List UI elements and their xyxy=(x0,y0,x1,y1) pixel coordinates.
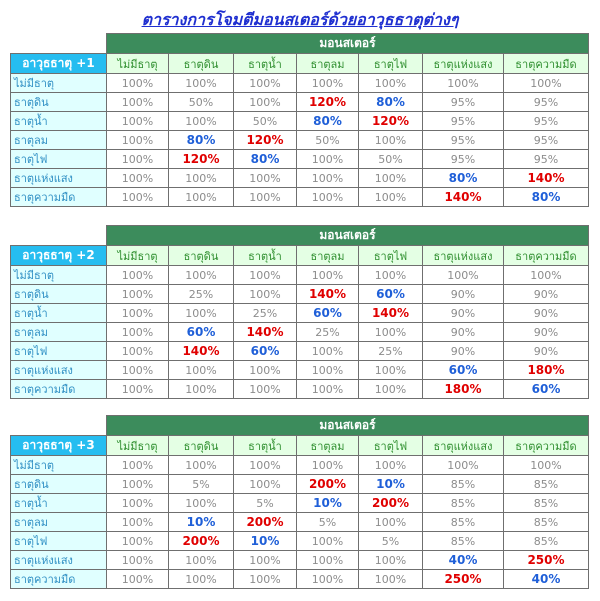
damage-cell: 100% xyxy=(297,361,359,380)
row-label: ธาตุความมืด xyxy=(11,570,107,589)
damage-cell: 100% xyxy=(169,570,234,589)
damage-cell: 100% xyxy=(423,266,504,285)
damage-cell: 100% xyxy=(107,74,169,93)
damage-cell: 100% xyxy=(359,169,423,188)
damage-cell: 10% xyxy=(359,475,423,494)
damage-cell: 100% xyxy=(169,494,234,513)
damage-cell: 90% xyxy=(423,323,504,342)
damage-cell: 100% xyxy=(297,456,359,475)
damage-cell: 100% xyxy=(107,551,169,570)
damage-cell: 100% xyxy=(107,169,169,188)
column-header: ธาตุแห่งแสง xyxy=(423,436,504,456)
column-header: ธาตุแห่งแสง xyxy=(423,54,504,74)
row-label: ธาตุความมืด xyxy=(11,380,107,399)
weapon-level-header: อาวุธธาตุ +3 xyxy=(11,436,107,456)
monster-header: มอนสเตอร์ xyxy=(107,34,589,54)
row-label: ธาตุแห่งแสง xyxy=(11,551,107,570)
damage-cell: 100% xyxy=(107,323,169,342)
table-row xyxy=(11,475,589,494)
damage-cell: 100% xyxy=(297,150,359,169)
damage-cell: 100% xyxy=(359,513,423,532)
damage-cell: 100% xyxy=(297,380,359,399)
row-label: ธาตุลม xyxy=(11,131,107,150)
damage-cell: 95% xyxy=(504,131,589,150)
header-row-monster xyxy=(11,416,589,436)
table-row xyxy=(11,532,589,551)
damage-cell: 120% xyxy=(169,150,234,169)
damage-cell: 100% xyxy=(359,74,423,93)
page-title: ตารางการโจมตีมอนสเตอร์ด้วยอาวุธธาตุต่างๆ xyxy=(141,10,459,29)
damage-cell: 100% xyxy=(234,456,297,475)
damage-cell: 200% xyxy=(359,494,423,513)
damage-cell: 200% xyxy=(297,475,359,494)
header-row-elements xyxy=(11,246,589,266)
table-row xyxy=(11,513,589,532)
row-label: ธาตุความมืด xyxy=(11,188,107,207)
damage-cell: 95% xyxy=(504,93,589,112)
damage-cell: 180% xyxy=(504,361,589,380)
row-label: ธาตุแห่งแสง xyxy=(11,169,107,188)
row-label: ธาตุดิน xyxy=(11,93,107,112)
damage-cell: 80% xyxy=(359,93,423,112)
damage-cell: 100% xyxy=(107,475,169,494)
table-row xyxy=(11,456,589,475)
monster-header: มอนสเตอร์ xyxy=(107,416,589,436)
column-header: ธาตุดิน xyxy=(169,436,234,456)
damage-cell: 100% xyxy=(359,570,423,589)
damage-cell: 80% xyxy=(297,112,359,131)
damage-cell: 85% xyxy=(423,532,504,551)
column-header: ธาตุน้ำ xyxy=(234,54,297,74)
column-header: ธาตุลม xyxy=(297,246,359,266)
damage-cell: 80% xyxy=(234,150,297,169)
damage-cell: 5% xyxy=(169,475,234,494)
column-header: ธาตุไฟ xyxy=(359,246,423,266)
damage-cell: 100% xyxy=(234,188,297,207)
damage-cell: 100% xyxy=(234,551,297,570)
damage-cell: 100% xyxy=(234,74,297,93)
damage-cell: 100% xyxy=(107,188,169,207)
damage-cell: 100% xyxy=(234,475,297,494)
damage-cell: 100% xyxy=(297,551,359,570)
damage-cell: 120% xyxy=(297,93,359,112)
damage-cell: 100% xyxy=(107,513,169,532)
damage-cell: 100% xyxy=(107,304,169,323)
damage-cell: 100% xyxy=(234,361,297,380)
damage-cell: 85% xyxy=(423,475,504,494)
damage-cell: 80% xyxy=(169,131,234,150)
damage-cell: 85% xyxy=(504,532,589,551)
damage-cell: 100% xyxy=(234,169,297,188)
damage-cell: 80% xyxy=(504,188,589,207)
damage-cell: 80% xyxy=(423,169,504,188)
damage-cell: 100% xyxy=(169,188,234,207)
damage-cell: 60% xyxy=(234,342,297,361)
damage-cell: 50% xyxy=(169,93,234,112)
damage-cell: 180% xyxy=(423,380,504,399)
table-row xyxy=(11,150,589,169)
damage-cell: 85% xyxy=(504,494,589,513)
damage-cell: 25% xyxy=(169,285,234,304)
damage-cell: 100% xyxy=(169,380,234,399)
blank-cell xyxy=(11,416,107,436)
damage-cell: 100% xyxy=(169,551,234,570)
damage-cell: 5% xyxy=(234,494,297,513)
damage-cell: 25% xyxy=(359,342,423,361)
damage-cell: 100% xyxy=(169,361,234,380)
header-row-monster xyxy=(11,34,589,54)
damage-cell: 100% xyxy=(107,150,169,169)
column-header: ธาตุลม xyxy=(297,436,359,456)
damage-cell: 100% xyxy=(169,112,234,131)
damage-cell: 90% xyxy=(504,285,589,304)
header-row-monster xyxy=(11,226,589,246)
damage-cell: 10% xyxy=(297,494,359,513)
row-label: ไม่มีธาตุ xyxy=(11,456,107,475)
column-header: ธาตุไฟ xyxy=(359,54,423,74)
damage-cell: 25% xyxy=(297,323,359,342)
damage-cell: 100% xyxy=(107,532,169,551)
column-header: ธาตุความมืด xyxy=(504,436,589,456)
damage-cell: 100% xyxy=(359,323,423,342)
column-header: ธาตุแห่งแสง xyxy=(423,246,504,266)
damage-cell: 140% xyxy=(423,188,504,207)
damage-cell: 100% xyxy=(297,74,359,93)
damage-cell: 140% xyxy=(169,342,234,361)
table-row xyxy=(11,494,589,513)
damage-cell: 5% xyxy=(297,513,359,532)
table-row xyxy=(11,304,589,323)
blank-cell xyxy=(11,226,107,246)
damage-cell: 85% xyxy=(423,513,504,532)
damage-cell: 100% xyxy=(107,93,169,112)
damage-cell: 100% xyxy=(359,131,423,150)
damage-cell: 40% xyxy=(504,570,589,589)
weapon-level-header: อาวุธธาตุ +1 xyxy=(11,54,107,74)
damage-cell: 100% xyxy=(169,74,234,93)
column-header: ไม่มีธาตุ xyxy=(107,54,169,74)
damage-cell: 100% xyxy=(297,532,359,551)
damage-cell: 50% xyxy=(297,131,359,150)
damage-cell: 100% xyxy=(107,570,169,589)
damage-cell: 250% xyxy=(504,551,589,570)
damage-cell: 100% xyxy=(297,188,359,207)
damage-cell: 100% xyxy=(504,74,589,93)
damage-cell: 100% xyxy=(359,266,423,285)
damage-cell: 200% xyxy=(169,532,234,551)
column-header: ธาตุดิน xyxy=(169,246,234,266)
damage-cell: 100% xyxy=(169,456,234,475)
column-header: ธาตุไฟ xyxy=(359,436,423,456)
damage-cell: 100% xyxy=(423,74,504,93)
damage-cell: 100% xyxy=(359,361,423,380)
damage-cell: 200% xyxy=(234,513,297,532)
column-header: ธาตุน้ำ xyxy=(234,246,297,266)
row-label: ธาตุแห่งแสง xyxy=(11,361,107,380)
damage-cell: 100% xyxy=(297,266,359,285)
damage-cell: 100% xyxy=(359,551,423,570)
damage-cell: 95% xyxy=(423,93,504,112)
damage-cell: 100% xyxy=(169,304,234,323)
damage-cell: 100% xyxy=(169,169,234,188)
table-row xyxy=(11,188,589,207)
column-header: ธาตุดิน xyxy=(169,54,234,74)
damage-cell: 100% xyxy=(234,380,297,399)
damage-cell: 100% xyxy=(107,112,169,131)
table-row xyxy=(11,169,589,188)
damage-cell: 100% xyxy=(297,570,359,589)
column-header: ธาตุความมืด xyxy=(504,54,589,74)
damage-cell: 250% xyxy=(423,570,504,589)
damage-cell: 140% xyxy=(504,169,589,188)
damage-table xyxy=(10,225,589,399)
damage-cell: 100% xyxy=(107,131,169,150)
damage-cell: 140% xyxy=(297,285,359,304)
table-row xyxy=(11,570,589,589)
row-label: ธาตุลม xyxy=(11,323,107,342)
damage-table xyxy=(10,33,589,207)
damage-cell: 100% xyxy=(504,266,589,285)
damage-cell: 100% xyxy=(107,456,169,475)
damage-cell: 100% xyxy=(297,169,359,188)
damage-cell: 140% xyxy=(234,323,297,342)
damage-cell: 90% xyxy=(423,285,504,304)
damage-cell: 90% xyxy=(423,304,504,323)
damage-cell: 60% xyxy=(169,323,234,342)
monster-header: มอนสเตอร์ xyxy=(107,226,589,246)
damage-cell: 100% xyxy=(234,93,297,112)
damage-cell: 60% xyxy=(504,380,589,399)
damage-cell: 95% xyxy=(423,131,504,150)
table-row xyxy=(11,74,589,93)
damage-cell: 90% xyxy=(504,342,589,361)
row-label: ธาตุดิน xyxy=(11,285,107,304)
damage-cell: 100% xyxy=(297,342,359,361)
damage-cell: 95% xyxy=(504,150,589,169)
damage-cell: 100% xyxy=(107,285,169,304)
damage-cell: 100% xyxy=(107,266,169,285)
damage-cell: 50% xyxy=(234,112,297,131)
damage-cell: 10% xyxy=(169,513,234,532)
damage-cell: 85% xyxy=(504,513,589,532)
damage-table xyxy=(10,415,589,589)
row-label: ไม่มีธาตุ xyxy=(11,74,107,93)
damage-cell: 25% xyxy=(234,304,297,323)
damage-cell: 100% xyxy=(234,266,297,285)
damage-cell: 120% xyxy=(234,131,297,150)
row-label: ไม่มีธาตุ xyxy=(11,266,107,285)
damage-cell: 100% xyxy=(234,570,297,589)
row-label: ธาตุไฟ xyxy=(11,342,107,361)
damage-cell: 120% xyxy=(359,112,423,131)
damage-cell: 100% xyxy=(359,188,423,207)
column-header: ธาตุน้ำ xyxy=(234,436,297,456)
damage-cell: 95% xyxy=(423,112,504,131)
table-row xyxy=(11,266,589,285)
table-row xyxy=(11,342,589,361)
damage-cell: 85% xyxy=(423,494,504,513)
column-header: ธาตุความมืด xyxy=(504,246,589,266)
damage-cell: 85% xyxy=(504,475,589,494)
damage-cell: 90% xyxy=(504,304,589,323)
row-label: ธาตุไฟ xyxy=(11,532,107,551)
row-label: ธาตุดิน xyxy=(11,475,107,494)
damage-cell: 100% xyxy=(423,456,504,475)
row-label: ธาตุน้ำ xyxy=(11,112,107,131)
damage-cell: 100% xyxy=(107,361,169,380)
header-row-elements xyxy=(11,436,589,456)
damage-cell: 100% xyxy=(359,456,423,475)
damage-cell: 100% xyxy=(234,285,297,304)
damage-cell: 90% xyxy=(423,342,504,361)
damage-cell: 95% xyxy=(423,150,504,169)
damage-cell: 100% xyxy=(359,380,423,399)
table-row xyxy=(11,285,589,304)
damage-cell: 100% xyxy=(504,456,589,475)
blank-cell xyxy=(11,34,107,54)
damage-cell: 10% xyxy=(234,532,297,551)
row-label: ธาตุลม xyxy=(11,513,107,532)
row-label: ธาตุไฟ xyxy=(11,150,107,169)
table-row xyxy=(11,551,589,570)
row-label: ธาตุน้ำ xyxy=(11,494,107,513)
header-row-elements xyxy=(11,54,589,74)
damage-cell: 60% xyxy=(423,361,504,380)
table-row xyxy=(11,131,589,150)
table-row xyxy=(11,361,589,380)
damage-cell: 90% xyxy=(504,323,589,342)
damage-cell: 100% xyxy=(107,494,169,513)
damage-cell: 60% xyxy=(297,304,359,323)
table-row xyxy=(11,112,589,131)
damage-cell: 140% xyxy=(359,304,423,323)
damage-cell: 95% xyxy=(504,112,589,131)
table-row xyxy=(11,323,589,342)
damage-cell: 100% xyxy=(107,342,169,361)
damage-cell: 50% xyxy=(359,150,423,169)
damage-cell: 5% xyxy=(359,532,423,551)
damage-cell: 100% xyxy=(169,266,234,285)
row-label: ธาตุน้ำ xyxy=(11,304,107,323)
column-header: ไม่มีธาตุ xyxy=(107,436,169,456)
table-row xyxy=(11,380,589,399)
column-header: ธาตุลม xyxy=(297,54,359,74)
column-header: ไม่มีธาตุ xyxy=(107,246,169,266)
weapon-level-header: อาวุธธาตุ +2 xyxy=(11,246,107,266)
table-row xyxy=(11,93,589,112)
damage-cell: 100% xyxy=(107,380,169,399)
damage-cell: 40% xyxy=(423,551,504,570)
damage-cell: 60% xyxy=(359,285,423,304)
